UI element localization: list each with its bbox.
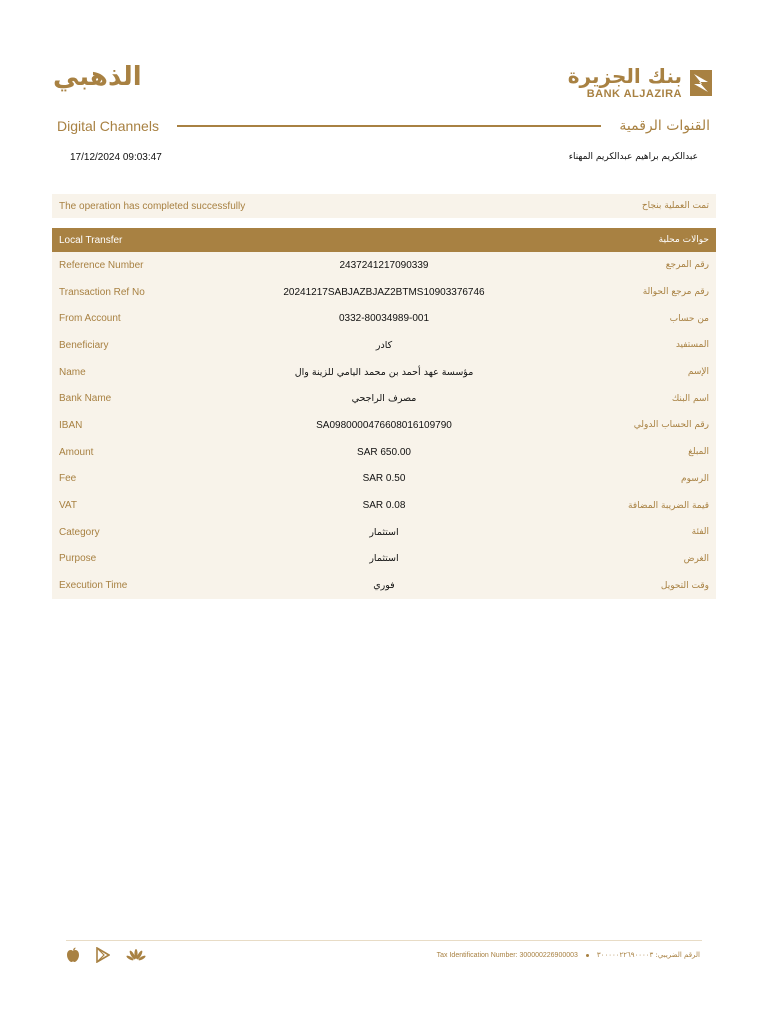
customer-name: عبدالكريم براهيم عبدالكريم المهناء <box>568 152 698 162</box>
row-label-en: Transaction Ref No <box>59 286 145 298</box>
table-header <box>52 228 716 252</box>
table-row <box>52 252 716 279</box>
table-row <box>52 305 716 332</box>
row-value: SAR 0.08 <box>362 500 406 512</box>
row-value: فوري <box>373 580 395 592</box>
brand-name-arabic: الذهبي <box>53 62 142 92</box>
row-label-ar: الرسوم <box>681 473 709 484</box>
separator-dot <box>586 954 589 957</box>
table-row <box>52 332 716 359</box>
table-row <box>52 439 716 466</box>
row-label-ar: الإسم <box>687 367 709 378</box>
row-label-ar: رقم الحساب الدولي <box>633 420 709 431</box>
bank-logo <box>568 66 712 100</box>
table-title-en: Local Transfer <box>59 234 123 246</box>
digital-channels-header <box>57 116 710 136</box>
transfer-details-table <box>52 228 716 599</box>
row-label-en: Bank Name <box>59 393 112 405</box>
table-row <box>52 572 716 599</box>
row-label-ar: المبلغ <box>688 447 709 458</box>
row-value: استثمار <box>369 553 399 565</box>
meta-row <box>70 152 698 163</box>
header-divider <box>177 125 601 127</box>
logo-english-text: BANK ALJAZIRA <box>586 88 682 100</box>
row-label-en: Beneficiary <box>59 339 109 351</box>
row-value: مؤسسة عهد أحمد بن محمد اليامي للزينة وال <box>294 366 474 378</box>
row-label-ar: قيمة الضريبة المضافة <box>628 500 709 511</box>
row-label-en: Execution Time <box>59 580 128 592</box>
row-label-en: Reference Number <box>59 259 144 271</box>
tax-info <box>437 951 700 959</box>
row-value: كادر <box>375 339 393 351</box>
table-title-ar: حوالات محلية <box>658 235 709 245</box>
row-label-ar: رقم مرجع الحوالة <box>642 287 709 298</box>
table-row <box>52 492 716 519</box>
row-label-en: From Account <box>59 313 121 325</box>
footer <box>66 946 700 964</box>
row-value: SAR 0.50 <box>362 473 406 485</box>
row-label-ar: وقت التحويل <box>660 580 709 591</box>
row-label-ar: الغرض <box>683 553 709 564</box>
row-label-en: IBAN <box>59 419 83 431</box>
tax-number-en: Tax Identification Number: 300000226900003 <box>436 951 578 959</box>
table-row <box>52 519 716 546</box>
apple-icon[interactable] <box>66 947 80 963</box>
app-store-icons <box>66 947 146 963</box>
success-message-en: The operation has completed successfully <box>59 200 246 212</box>
row-label-ar: رقم المرجع <box>665 260 709 271</box>
row-label-ar: اسم البنك <box>671 393 709 404</box>
huawei-icon[interactable] <box>126 948 146 962</box>
bank-logo-icon <box>690 70 712 96</box>
success-message <box>52 194 716 218</box>
table-row <box>52 546 716 573</box>
row-value: 0332-80034989-001 <box>338 313 430 325</box>
row-value: 2437241217090339 <box>339 259 429 271</box>
channels-title-en: Digital Channels <box>57 118 159 134</box>
channels-title-ar: القنوات الرقمية <box>619 118 710 134</box>
row-label-en: Category <box>59 526 100 538</box>
row-value: مصرف الراجحي <box>351 393 417 405</box>
table-row <box>52 412 716 439</box>
footer-divider <box>66 940 702 941</box>
logo-arabic-text: بنك الجزيرة <box>567 64 682 88</box>
table-row <box>52 466 716 493</box>
table-row <box>52 385 716 412</box>
transaction-datetime: 17/12/2024 09:03:47 <box>70 152 162 163</box>
row-label-en: Name <box>59 366 86 378</box>
row-value: 20241217SABJAZBJAZ2BTMS10903376746 <box>283 286 485 298</box>
row-value: SAR 650.00 <box>357 446 411 458</box>
google-play-icon[interactable] <box>96 947 110 963</box>
success-message-ar: تمت العملية بنجاح <box>641 201 709 211</box>
row-value: SA0980000476608016109790 <box>316 419 452 431</box>
tax-number-ar: الرقم الضريبي: ٣٠٠٠٠٠٢٢٦٩٠٠٠٠٣ <box>596 951 700 959</box>
row-label-ar: من حساب <box>669 313 709 324</box>
row-value: استثمار <box>369 526 399 538</box>
row-label-ar: الفئة <box>691 527 709 538</box>
table-row <box>52 279 716 306</box>
row-label-en: Amount <box>59 446 94 458</box>
row-label-en: Fee <box>59 473 77 485</box>
table-row <box>52 359 716 386</box>
row-label-en: VAT <box>59 500 77 512</box>
row-label-en: Purpose <box>59 553 97 565</box>
row-label-ar: المستفيد <box>675 340 709 351</box>
